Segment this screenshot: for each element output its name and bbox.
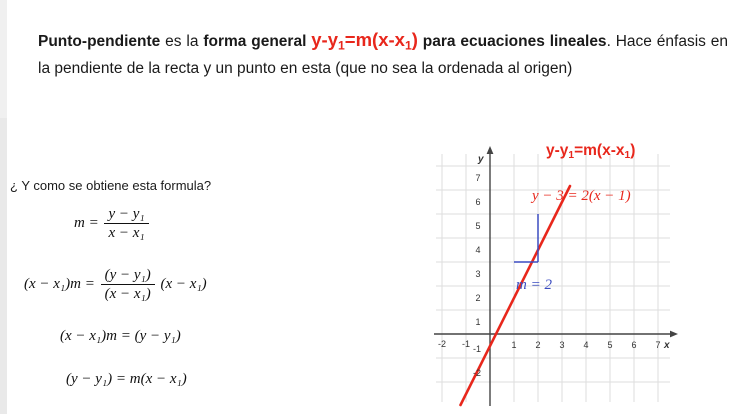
svg-text:4: 4	[475, 245, 481, 255]
graph-line-equation: y − 3 = 2(x − 1)	[532, 188, 631, 204]
svg-text:4: 4	[583, 340, 589, 350]
axes	[434, 146, 678, 406]
axis-x-label: x	[664, 340, 670, 351]
equation-4: (y − y₁) = m(x − x₁)	[66, 371, 187, 387]
equation-1-denominator: x − x₁	[108, 225, 145, 241]
svg-text:-2: -2	[437, 339, 447, 349]
left-edge-strip-lower	[0, 118, 7, 414]
svg-text:-1: -1	[472, 344, 482, 354]
title-term: Punto-pendiente	[38, 33, 161, 50]
equation-1-fraction	[104, 206, 148, 241]
equation-2-denominator: (x − x₁)	[104, 286, 151, 302]
svg-text:5: 5	[475, 221, 481, 231]
svg-text:1: 1	[511, 340, 517, 350]
title-formula: $y-y_1=m(x-x_1)$	[311, 29, 418, 53]
graph-svg	[420, 140, 740, 412]
equation-2-lhs: (x − x₁)m =	[24, 275, 95, 292]
title-seg3: forma general	[203, 33, 312, 50]
equation-2-rhs: (x − x₁)	[160, 275, 207, 292]
derivation-block	[18, 206, 418, 388]
svg-text:6: 6	[631, 340, 637, 350]
title-seg2: es la	[160, 33, 204, 50]
equation-3: (x − x₁)m = (y − y₁)	[60, 328, 181, 344]
axis-y-label: y	[478, 154, 484, 165]
svg-text:3: 3	[559, 340, 565, 350]
svg-text:-1: -1	[461, 339, 471, 349]
equation-1-lhs: m =	[74, 214, 99, 231]
derivation-question: ¿ Y como se obtiene esta formula?	[10, 178, 212, 193]
svg-text:6: 6	[475, 197, 481, 207]
svg-text:1: 1	[475, 317, 481, 327]
equation-2	[24, 267, 418, 302]
title-seg5: . Hace énfasis en la pendiente de la recta y un punto en esta (que no sea la ordenada al origen)	[38, 33, 728, 78]
svg-text:7: 7	[655, 340, 661, 350]
coordinate-graph	[420, 140, 740, 412]
equation-2-fraction	[101, 267, 155, 302]
svg-text:7: 7	[475, 173, 481, 183]
equation-1	[74, 206, 418, 241]
svg-text:2: 2	[535, 340, 541, 350]
equation-2-numerator: (y − y₁)	[101, 267, 155, 285]
svg-text:-2: -2	[472, 368, 482, 378]
graph-slope-label: m = 2	[516, 277, 552, 293]
equation-1-numerator: y − y₁	[104, 206, 148, 224]
title-seg4: para ecuaciones lineales	[417, 33, 607, 50]
graph-callout-formula: $y-y_1=m(x-x_1)$	[546, 142, 636, 161]
svg-text:3: 3	[475, 269, 481, 279]
page-title	[38, 28, 728, 80]
svg-text:2: 2	[475, 293, 481, 303]
svg-text:5: 5	[607, 340, 613, 350]
